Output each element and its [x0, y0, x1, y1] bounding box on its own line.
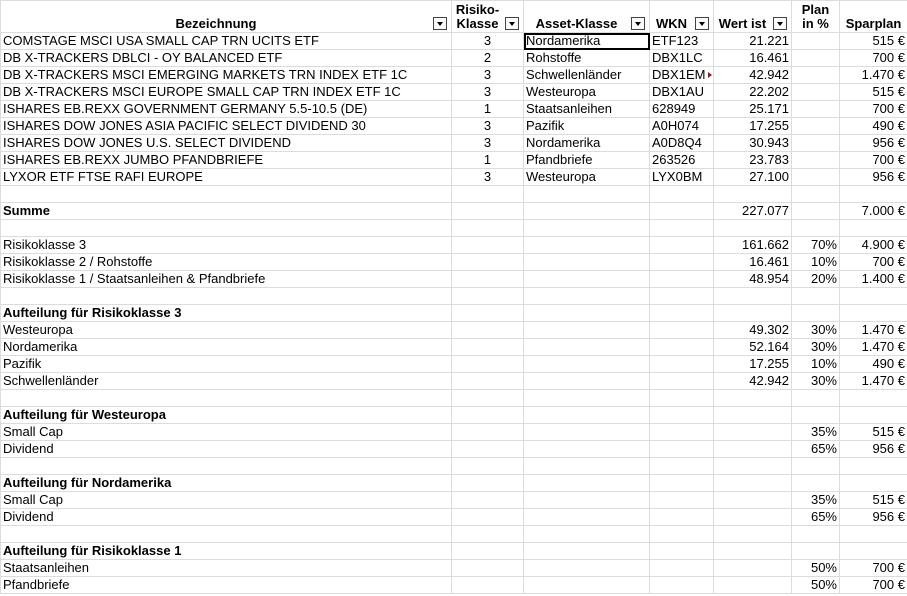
- empty-cell[interactable]: [714, 458, 792, 475]
- header-asset-cell[interactable]: [524, 1, 650, 33]
- empty-cell[interactable]: [714, 526, 792, 543]
- empty-cell[interactable]: [714, 407, 792, 424]
- label-cell[interactable]: Dividend: [1, 441, 452, 458]
- empty-cell[interactable]: [524, 322, 650, 339]
- empty-cell[interactable]: [1, 220, 452, 237]
- value-cell[interactable]: [714, 560, 792, 577]
- empty-cell[interactable]: [840, 220, 907, 237]
- empty-cell[interactable]: [1, 526, 452, 543]
- wkn-cell[interactable]: DBX1EM: [650, 67, 714, 84]
- aufteilung-westeuropa-row: [1, 441, 907, 458]
- empty-cell[interactable]: [524, 509, 650, 526]
- plan-percent-cell[interactable]: 20%: [792, 271, 840, 288]
- empty-row: [1, 526, 907, 543]
- empty-cell[interactable]: [650, 305, 714, 322]
- empty-cell[interactable]: [1, 288, 452, 305]
- sparplan-cell[interactable]: 490 €: [840, 356, 907, 373]
- empty-cell[interactable]: [792, 475, 840, 492]
- empty-cell[interactable]: [840, 475, 907, 492]
- empty-cell[interactable]: [524, 237, 650, 254]
- risk-class-cell[interactable]: 3: [452, 67, 524, 84]
- plan-percent-cell[interactable]: 10%: [792, 254, 840, 271]
- sparplan-cell[interactable]: 700 €: [840, 50, 907, 67]
- aufteilung-risikoklasse-1-row: [1, 560, 907, 577]
- value-cell[interactable]: 21.221: [714, 33, 792, 50]
- asset-class-cell[interactable]: Pazifik: [524, 118, 650, 135]
- risk-class-cell[interactable]: 3: [452, 84, 524, 101]
- empty-cell[interactable]: [452, 458, 524, 475]
- fund-row: [1, 118, 907, 135]
- wkn-cell[interactable]: A0D8Q4: [650, 135, 714, 152]
- empty-cell[interactable]: [650, 373, 714, 390]
- sparplan-cell[interactable]: 4.900 €: [840, 237, 907, 254]
- fund-name-cell[interactable]: ISHARES EB.REXX GOVERNMENT GERMANY 5.5-10.5 (DE): [1, 101, 452, 118]
- filter-dropdown-icon[interactable]: [433, 17, 447, 30]
- risk-class-cell[interactable]: 3: [452, 169, 524, 186]
- empty-cell[interactable]: [840, 186, 907, 203]
- empty-cell[interactable]: [452, 390, 524, 407]
- aufteilung-nordamerika-row: [1, 509, 907, 526]
- value-cell[interactable]: 16.461: [714, 254, 792, 271]
- empty-cell[interactable]: [650, 390, 714, 407]
- header-plan-line2: in %: [802, 16, 829, 31]
- aufteilung-risikoklasse-3-title-row: [1, 305, 907, 322]
- empty-cell[interactable]: [452, 424, 524, 441]
- header-wert-cell[interactable]: [714, 1, 792, 33]
- plan-percent-cell[interactable]: 30%: [792, 373, 840, 390]
- sparplan-cell[interactable]: 515 €: [840, 424, 907, 441]
- sparplan-cell[interactable]: 1.470 €: [840, 67, 907, 84]
- empty-cell[interactable]: [792, 543, 840, 560]
- asset-class-cell[interactable]: Westeuropa: [524, 84, 650, 101]
- empty-cell[interactable]: [650, 526, 714, 543]
- label-cell[interactable]: Westeuropa: [1, 322, 452, 339]
- sparplan-cell[interactable]: 956 €: [840, 135, 907, 152]
- empty-cell[interactable]: [650, 509, 714, 526]
- fund-name-cell[interactable]: LYXOR ETF FTSE RAFI EUROPE: [1, 169, 452, 186]
- empty-cell[interactable]: [792, 526, 840, 543]
- summe-label[interactable]: Summe: [1, 203, 452, 220]
- empty-cell[interactable]: [650, 577, 714, 594]
- empty-cell[interactable]: [452, 186, 524, 203]
- value-cell[interactable]: 23.783: [714, 152, 792, 169]
- fund-name-cell[interactable]: ISHARES DOW JONES ASIA PACIFIC SELECT DIVIDEND 30: [1, 118, 452, 135]
- empty-cell[interactable]: [840, 390, 907, 407]
- value-cell[interactable]: 42.942: [714, 67, 792, 84]
- empty-cell[interactable]: [650, 424, 714, 441]
- empty-cell[interactable]: [792, 203, 840, 220]
- aufteilung-nordamerika-title-row: [1, 475, 907, 492]
- label-cell[interactable]: Small Cap: [1, 492, 452, 509]
- empty-cell[interactable]: [650, 322, 714, 339]
- label-cell[interactable]: Risikoklasse 1 / Staatsanleihen & Pfandbriefe: [1, 271, 452, 288]
- fund-row: [1, 152, 907, 169]
- fund-name-cell[interactable]: ISHARES EB.REXX JUMBO PFANDBRIEFE: [1, 152, 452, 169]
- empty-cell[interactable]: [714, 390, 792, 407]
- empty-cell[interactable]: [650, 543, 714, 560]
- aufteilung-risikoklasse-3-row: [1, 339, 907, 356]
- empty-row: [1, 458, 907, 475]
- plan-percent-cell[interactable]: 70%: [792, 237, 840, 254]
- empty-cell[interactable]: [840, 458, 907, 475]
- value-cell[interactable]: [714, 441, 792, 458]
- header-risiko-line1: Risiko-: [455, 2, 500, 17]
- fund-row: [1, 101, 907, 118]
- empty-cell[interactable]: [1, 458, 452, 475]
- empty-cell[interactable]: [650, 407, 714, 424]
- empty-cell[interactable]: [524, 441, 650, 458]
- empty-cell[interactable]: [452, 339, 524, 356]
- empty-row: [1, 390, 907, 407]
- plan-percent-cell[interactable]: [792, 67, 840, 84]
- empty-cell[interactable]: [524, 203, 650, 220]
- fund-name-cell[interactable]: DB X-TRACKERS DBLCI - OY BALANCED ETF: [1, 50, 452, 67]
- plan-percent-cell[interactable]: [792, 118, 840, 135]
- empty-cell[interactable]: [792, 186, 840, 203]
- empty-cell[interactable]: [452, 560, 524, 577]
- empty-cell[interactable]: [1, 186, 452, 203]
- asset-class-cell[interactable]: Schwellenländer: [524, 67, 650, 84]
- wkn-cell[interactable]: 628949: [650, 101, 714, 118]
- value-cell[interactable]: [714, 577, 792, 594]
- aufteilung-risikoklasse-1-title[interactable]: Aufteilung für Risikoklasse 1: [1, 543, 452, 560]
- plan-percent-cell[interactable]: 35%: [792, 492, 840, 509]
- empty-cell[interactable]: [650, 288, 714, 305]
- value-cell[interactable]: 27.100: [714, 169, 792, 186]
- value-cell[interactable]: 30.943: [714, 135, 792, 152]
- value-cell[interactable]: [714, 424, 792, 441]
- risk-class-cell[interactable]: 3: [452, 118, 524, 135]
- empty-row: [1, 220, 907, 237]
- fund-row: [1, 50, 907, 67]
- fund-name-cell[interactable]: ISHARES DOW JONES U.S. SELECT DIVIDEND: [1, 135, 452, 152]
- plan-percent-cell[interactable]: 50%: [792, 560, 840, 577]
- empty-cell[interactable]: [452, 356, 524, 373]
- empty-cell[interactable]: [524, 543, 650, 560]
- empty-cell[interactable]: [650, 441, 714, 458]
- risk-class-cell[interactable]: 3: [452, 33, 524, 50]
- plan-percent-cell[interactable]: [792, 33, 840, 50]
- sparplan-cell[interactable]: 700 €: [840, 577, 907, 594]
- plan-percent-cell[interactable]: [792, 135, 840, 152]
- aufteilung-risikoklasse-3-title[interactable]: Aufteilung für Risikoklasse 3: [1, 305, 452, 322]
- empty-cell[interactable]: [792, 220, 840, 237]
- sparplan-cell[interactable]: 515 €: [840, 492, 907, 509]
- sparplan-cell[interactable]: 515 €: [840, 33, 907, 50]
- header-row: [1, 1, 907, 33]
- sparplan-cell[interactable]: 490 €: [840, 118, 907, 135]
- fund-row: [1, 67, 907, 84]
- sparplan-cell[interactable]: 1.470 €: [840, 373, 907, 390]
- sparplan-cell[interactable]: 1.400 €: [840, 271, 907, 288]
- empty-row: [1, 186, 907, 203]
- fund-name-cell[interactable]: DB X-TRACKERS MSCI EUROPE SMALL CAP TRN INDEX ETF 1C: [1, 84, 452, 101]
- plan-percent-cell[interactable]: [792, 84, 840, 101]
- filter-dropdown-icon[interactable]: [631, 17, 645, 30]
- empty-cell[interactable]: [452, 322, 524, 339]
- risk-class-row: [1, 271, 907, 288]
- empty-cell[interactable]: [840, 288, 907, 305]
- plan-percent-cell[interactable]: [792, 101, 840, 118]
- empty-cell[interactable]: [452, 288, 524, 305]
- empty-cell[interactable]: [524, 271, 650, 288]
- empty-cell[interactable]: [792, 390, 840, 407]
- value-cell[interactable]: 49.302: [714, 322, 792, 339]
- sparplan-cell[interactable]: 700 €: [840, 152, 907, 169]
- empty-cell[interactable]: [452, 373, 524, 390]
- empty-cell[interactable]: [524, 492, 650, 509]
- empty-cell[interactable]: [524, 356, 650, 373]
- wkn-cell[interactable]: DBX1LC: [650, 50, 714, 67]
- summe-value[interactable]: 227.077: [714, 203, 792, 220]
- empty-cell[interactable]: [452, 220, 524, 237]
- asset-class-cell[interactable]: Rohstoffe: [524, 50, 650, 67]
- sparplan-cell[interactable]: 515 €: [840, 84, 907, 101]
- value-cell[interactable]: [714, 509, 792, 526]
- empty-cell[interactable]: [524, 390, 650, 407]
- plan-percent-cell[interactable]: 35%: [792, 424, 840, 441]
- empty-cell[interactable]: [524, 526, 650, 543]
- label-cell[interactable]: Pazifik: [1, 356, 452, 373]
- label-cell[interactable]: Nordamerika: [1, 339, 452, 356]
- label-cell[interactable]: Dividend: [1, 509, 452, 526]
- empty-cell[interactable]: [452, 543, 524, 560]
- empty-cell[interactable]: [714, 288, 792, 305]
- empty-cell[interactable]: [650, 475, 714, 492]
- wkn-cell[interactable]: ETF123: [650, 33, 714, 50]
- fund-name-cell[interactable]: COMSTAGE MSCI USA SMALL CAP TRN UCITS ETF: [1, 33, 452, 50]
- empty-cell[interactable]: [1, 390, 452, 407]
- empty-cell[interactable]: [840, 407, 907, 424]
- filter-dropdown-icon[interactable]: [505, 17, 519, 30]
- empty-cell[interactable]: [650, 492, 714, 509]
- empty-cell[interactable]: [452, 407, 524, 424]
- empty-cell[interactable]: [524, 577, 650, 594]
- empty-cell[interactable]: [524, 560, 650, 577]
- empty-cell[interactable]: [650, 458, 714, 475]
- sparplan-cell[interactable]: 956 €: [840, 169, 907, 186]
- empty-cell[interactable]: [524, 424, 650, 441]
- aufteilung-risikoklasse-3-row: [1, 373, 907, 390]
- empty-cell[interactable]: [524, 186, 650, 203]
- header-sparplan: Sparplan: [845, 16, 902, 31]
- risk-class-row: [1, 237, 907, 254]
- wkn-cell[interactable]: LYX0BM: [650, 169, 714, 186]
- header-plan-cell[interactable]: [792, 1, 840, 33]
- asset-class-cell[interactable]: Nordamerika: [524, 135, 650, 152]
- label-cell[interactable]: Small Cap: [1, 424, 452, 441]
- summe-sparplan[interactable]: 7.000 €: [840, 203, 907, 220]
- empty-cell[interactable]: [714, 543, 792, 560]
- header-risiko-cell[interactable]: [452, 1, 524, 33]
- empty-cell[interactable]: [840, 526, 907, 543]
- aufteilung-nordamerika-title[interactable]: Aufteilung für Nordamerika: [1, 475, 452, 492]
- value-cell[interactable]: [714, 492, 792, 509]
- empty-cell[interactable]: [650, 560, 714, 577]
- aufteilung-nordamerika-row: [1, 492, 907, 509]
- plan-percent-cell[interactable]: [792, 169, 840, 186]
- header-bezeichnung-cell[interactable]: [1, 1, 452, 33]
- value-cell[interactable]: 42.942: [714, 373, 792, 390]
- label-cell[interactable]: Risikoklasse 2 / Rohstoffe: [1, 254, 452, 271]
- empty-cell[interactable]: [840, 305, 907, 322]
- empty-cell[interactable]: [792, 458, 840, 475]
- empty-cell[interactable]: [792, 407, 840, 424]
- empty-cell[interactable]: [524, 254, 650, 271]
- header-wkn-cell[interactable]: [650, 1, 714, 33]
- empty-cell[interactable]: [452, 237, 524, 254]
- aufteilung-westeuropa-title[interactable]: Aufteilung für Westeuropa: [1, 407, 452, 424]
- empty-cell[interactable]: [524, 458, 650, 475]
- empty-cell[interactable]: [650, 356, 714, 373]
- header-plan-line1: Plan: [801, 2, 830, 17]
- value-cell[interactable]: 17.255: [714, 118, 792, 135]
- plan-percent-cell[interactable]: 65%: [792, 441, 840, 458]
- fund-row: [1, 33, 907, 50]
- empty-cell[interactable]: [452, 509, 524, 526]
- fund-name-cell[interactable]: DB X-TRACKERS MSCI EMERGING MARKETS TRN INDEX ETF 1C: [1, 67, 452, 84]
- empty-cell[interactable]: [840, 543, 907, 560]
- empty-cell[interactable]: [714, 220, 792, 237]
- empty-cell[interactable]: [792, 305, 840, 322]
- value-cell[interactable]: 52.164: [714, 339, 792, 356]
- empty-cell[interactable]: [452, 492, 524, 509]
- empty-cell[interactable]: [792, 288, 840, 305]
- empty-cell[interactable]: [524, 305, 650, 322]
- header-wkn: WKN: [655, 16, 688, 31]
- asset-class-cell[interactable]: Staatsanleihen: [524, 101, 650, 118]
- summe-row: [1, 203, 907, 220]
- asset-class-cell[interactable]: Westeuropa: [524, 169, 650, 186]
- empty-cell[interactable]: [650, 203, 714, 220]
- plan-percent-cell[interactable]: 65%: [792, 509, 840, 526]
- empty-cell[interactable]: [452, 526, 524, 543]
- plan-percent-cell[interactable]: [792, 152, 840, 169]
- label-cell[interactable]: Schwellenländer: [1, 373, 452, 390]
- plan-percent-cell[interactable]: 50%: [792, 577, 840, 594]
- sparplan-cell[interactable]: 956 €: [840, 441, 907, 458]
- header-wert: Wert ist: [718, 16, 767, 31]
- aufteilung-risikoklasse-3-row: [1, 322, 907, 339]
- fund-row: [1, 135, 907, 152]
- plan-percent-cell[interactable]: 30%: [792, 339, 840, 356]
- empty-cell[interactable]: [524, 220, 650, 237]
- label-cell[interactable]: Pfandbriefe: [1, 577, 452, 594]
- value-cell[interactable]: 16.461: [714, 50, 792, 67]
- aufteilung-westeuropa-row: [1, 424, 907, 441]
- label-cell[interactable]: Staatsanleihen: [1, 560, 452, 577]
- empty-cell[interactable]: [524, 288, 650, 305]
- value-cell[interactable]: 25.171: [714, 101, 792, 118]
- empty-cell[interactable]: [452, 254, 524, 271]
- value-cell[interactable]: 22.202: [714, 84, 792, 101]
- risk-class-cell[interactable]: 1: [452, 101, 524, 118]
- value-cell[interactable]: 17.255: [714, 356, 792, 373]
- empty-cell[interactable]: [524, 475, 650, 492]
- aufteilung-risikoklasse-1-row: [1, 577, 907, 594]
- sparplan-cell[interactable]: 700 €: [840, 254, 907, 271]
- header-asset: Asset-Klasse: [535, 16, 618, 31]
- wkn-cell[interactable]: 263526: [650, 152, 714, 169]
- sparplan-cell[interactable]: 700 €: [840, 101, 907, 118]
- sparplan-cell[interactable]: 956 €: [840, 509, 907, 526]
- empty-cell[interactable]: [452, 475, 524, 492]
- empty-cell[interactable]: [650, 254, 714, 271]
- empty-cell[interactable]: [714, 186, 792, 203]
- wkn-cell[interactable]: DBX1AU: [650, 84, 714, 101]
- plan-percent-cell[interactable]: 10%: [792, 356, 840, 373]
- header-sparplan-cell[interactable]: [840, 1, 907, 33]
- empty-cell[interactable]: [714, 305, 792, 322]
- fund-row: [1, 84, 907, 101]
- header-bezeichnung: Bezeichnung: [175, 16, 257, 31]
- sparplan-cell[interactable]: 700 €: [840, 560, 907, 577]
- empty-cell[interactable]: [650, 186, 714, 203]
- sparplan-cell[interactable]: 1.470 €: [840, 322, 907, 339]
- plan-percent-cell[interactable]: 30%: [792, 322, 840, 339]
- risk-class-row: [1, 254, 907, 271]
- asset-class-cell[interactable]: Pfandbriefe: [524, 152, 650, 169]
- risk-class-cell[interactable]: 3: [452, 135, 524, 152]
- aufteilung-westeuropa-title-row: [1, 407, 907, 424]
- empty-cell[interactable]: [650, 339, 714, 356]
- filter-dropdown-icon[interactable]: [695, 17, 709, 30]
- header-risiko-line2: Klasse: [456, 16, 499, 31]
- empty-cell[interactable]: [524, 373, 650, 390]
- plan-percent-cell[interactable]: [792, 50, 840, 67]
- filter-dropdown-icon[interactable]: [773, 17, 787, 30]
- risk-class-cell[interactable]: 2: [452, 50, 524, 67]
- fund-row: [1, 169, 907, 186]
- risk-class-cell[interactable]: 1: [452, 152, 524, 169]
- empty-cell[interactable]: [452, 271, 524, 288]
- empty-cell[interactable]: [714, 475, 792, 492]
- empty-cell[interactable]: [650, 220, 714, 237]
- empty-cell[interactable]: [452, 441, 524, 458]
- empty-cell[interactable]: [452, 203, 524, 220]
- wkn-cell[interactable]: A0H074: [650, 118, 714, 135]
- value-cell[interactable]: 48.954: [714, 271, 792, 288]
- label-cell[interactable]: Risikoklasse 3: [1, 237, 452, 254]
- value-cell[interactable]: 161.662: [714, 237, 792, 254]
- aufteilung-risikoklasse-3-row: [1, 356, 907, 373]
- empty-cell[interactable]: [452, 577, 524, 594]
- aufteilung-risikoklasse-1-title-row: [1, 543, 907, 560]
- asset-class-cell[interactable]: Nordamerika: [524, 33, 650, 50]
- empty-cell[interactable]: [524, 407, 650, 424]
- sparplan-cell[interactable]: 1.470 €: [840, 339, 907, 356]
- empty-cell[interactable]: [650, 237, 714, 254]
- empty-cell[interactable]: [524, 339, 650, 356]
- empty-row: [1, 288, 907, 305]
- empty-cell[interactable]: [650, 271, 714, 288]
- empty-cell[interactable]: [452, 305, 524, 322]
